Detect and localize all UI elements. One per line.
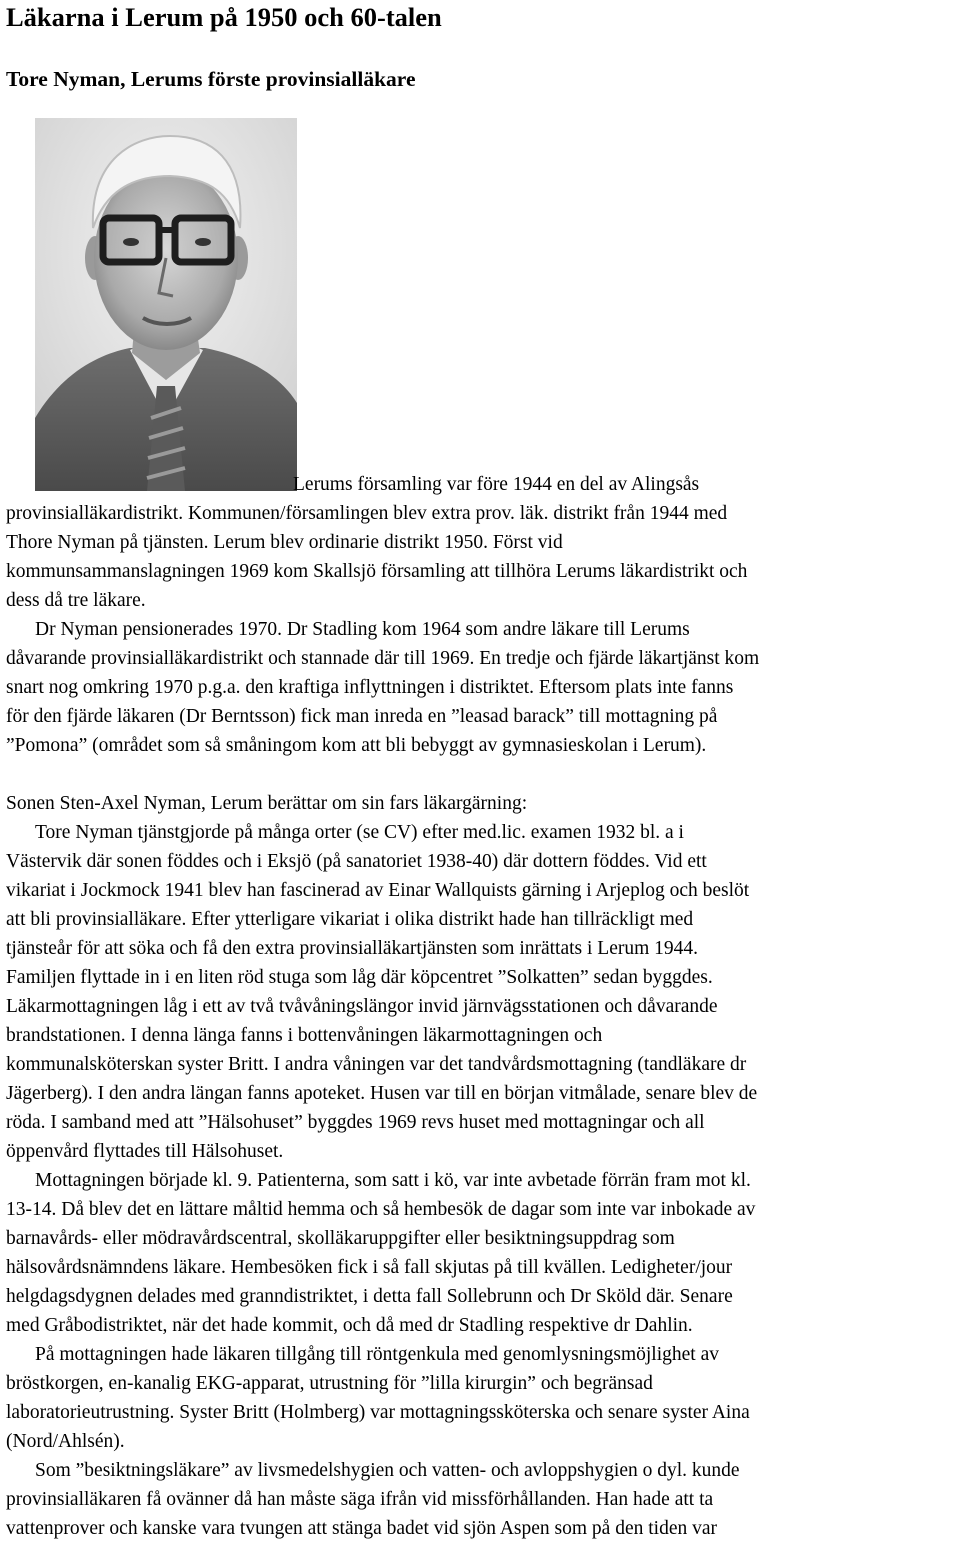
- text-line: provinsialläkaren få ovänner då han måste säga ifrån vid missförhållanden. Han hade att ta: [6, 1489, 714, 1510]
- text-line: Västervik där sonen föddes och i Eksjö (på sanatoriet 1938-40) där dottern föddes. Vid ett: [6, 851, 707, 872]
- text-line: öppenvård flyttades till Hälsohuset.: [6, 1141, 284, 1162]
- text-line: med Gråbodistriktet, när det hade kommit, och då med dr Stadling respektive dr Dahlin.: [6, 1315, 693, 1336]
- text-line: Jägerberg). I den andra längan fanns apoteket. Husen var till en början vitmålade, senare blev de: [6, 1083, 758, 1104]
- text-line: helgdagsdygnen delades med granndistriktet, i detta fall Sollebrunn och Dr Sköld där. Senare: [6, 1286, 733, 1307]
- text-line: laboratorieutrustning. Syster Britt (Holmberg) var mottagningssköterska och senare syster Aina: [6, 1402, 750, 1423]
- text-line: ”Pomona” (området som så småningom kom att bli bebyggt av gymnasieskolan i Lerum).: [6, 735, 707, 756]
- text-line: snart nog omkring 1970 p.g.a. den kraftiga inflyttningen i distriktet. Eftersom plats inte fanns: [6, 677, 734, 698]
- text-line: provinsialläkardistrikt. Kommunen/församlingen blev extra prov. läk. distrikt från 1944 med: [6, 503, 728, 524]
- text-line: Tore Nyman tjänstgjorde på många orter (se CV) efter med.lic. examen 1932 bl. a i: [35, 822, 684, 843]
- page-title: Läkarna i Lerum på 1950 och 60-talen: [6, 2, 442, 32]
- text-line: röda. I samband med att ”Hälsohuset” byggdes 1969 revs huset med mottagningar och all: [6, 1112, 705, 1133]
- text-line: att bli provinsialläkare. Efter ytterligare vikariat i olika distrikt hade han tillräckligt med: [6, 909, 694, 930]
- text-line: Sonen Sten-Axel Nyman, Lerum berättar om sin fars läkargärning:: [6, 793, 528, 814]
- text-line: (Nord/Ahlsén).: [6, 1431, 125, 1452]
- text-line: Thore Nyman på tjänsten. Lerum blev ordinarie distrikt 1950. Först vid: [6, 532, 563, 553]
- text-line: Familjen flyttade in i en liten röd stuga som låg där köpcentret ”Solkatten” sedan byggdes.: [6, 967, 713, 988]
- text-line: Som ”besiktningsläkare” av livsmedelshygien och vatten- och avloppshygien o dyl. kunde: [35, 1460, 740, 1481]
- text-line: bröstkorgen, en-kanalig EKG-apparat, utrustning för ”lilla kirurgin” och begränsad: [6, 1373, 653, 1394]
- text-line: Läkarmottagningen låg i ett av två tvåvåningslängor invid järnvägsstationen och dåvarande: [6, 996, 718, 1017]
- text-line: På mottagningen hade läkaren tillgång till röntgenkula med genomlysningsmöjlighet av: [35, 1344, 719, 1365]
- text-line: brandstationen. I denna länga fanns i bottenvåningen läkarmottagningen och: [6, 1025, 603, 1046]
- text-line: barnavårds- eller mödravårdscentral, skolläkaruppgifter eller besiktningsuppdrag som: [6, 1228, 675, 1249]
- text-line: 13-14. Då blev det en lättare måltid hemma och så hembesök de dagar som inte var inbokade av: [6, 1199, 756, 1220]
- text-line: kommunsammanslagningen 1969 kom Skallsjö församling att tillhöra Lerums läkardistrikt och: [6, 561, 748, 582]
- text-line: hälsovårdsnämndens läkare. Hembesöken fick i så fall skjutas på till kvällen. Ledigheter/jour: [6, 1257, 733, 1278]
- text-line: dess då tre läkare.: [6, 590, 146, 611]
- text-line: vikariat i Jockmock 1941 blev han fascinerad av Einar Wallquists gärning i Arjeplog och beslöt: [6, 880, 750, 901]
- text-line: Dr Nyman pensionerades 1970. Dr Stadling kom 1964 som andre läkare till Lerums: [35, 619, 690, 640]
- text-line: vattenprover och kanske vara tvungen att stänga badet vid sjön Aspen som på den tiden var: [6, 1518, 718, 1539]
- text-line: Mottagningen började kl. 9. Patienterna, som satt i kö, var inte avbetade förrän fram mot kl.: [35, 1170, 751, 1191]
- portrait-photo: [35, 118, 297, 491]
- text-line: kommunalsköterskan syster Britt. I andra våningen var det tandvårdsmottagning (tandläkare dr: [6, 1054, 747, 1075]
- text-line: Lerums församling var före 1944 en del av Alingsås: [293, 474, 700, 495]
- text-line: för den fjärde läkaren (Dr Berntsson) fick man inreda en ”leasad barack” till mottagning på: [6, 706, 718, 727]
- text-line: dåvarande provinsialläkardistrikt och stannade där till 1969. En tredje och fjärde läkartjänst kom: [6, 648, 760, 669]
- text-line: tjänsteår för att söka och få den extra provinsialläkartjänsten som inrättats i Lerum 1944.: [6, 938, 699, 959]
- page-subtitle: Tore Nyman, Lerums förste provinsialläkare: [6, 67, 416, 91]
